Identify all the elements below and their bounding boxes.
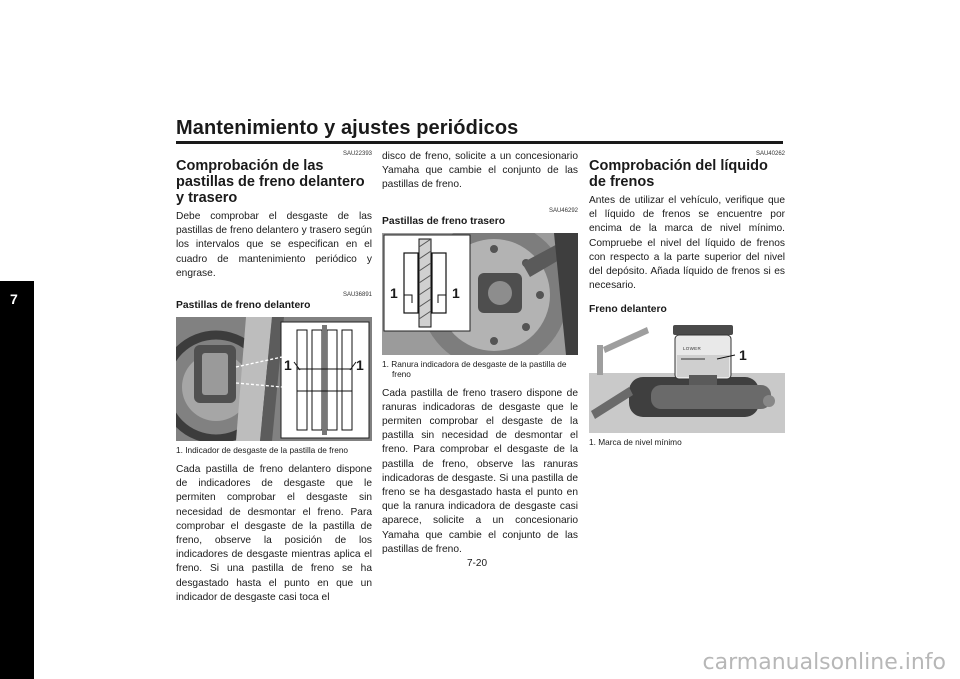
section-body: Cada pastilla de freno trasero dispone de ranuras indicadoras de desgaste que le permiten comprobar el desgaste de la pastilla sin necesidad de desmontar el freno. Para comprobar el desgaste de la pastilla de freno, observe las ranuras indicadoras de desgaste. Si una pastilla de freno se ha desgastado hasta el punto en que la ranura indicadora de desgaste casi aparece, solicite a un concesionario Yamaha que cambie el conjunto de las pastillas de freno.	[382, 387, 578, 555]
figure-label-left: 1	[284, 357, 292, 374]
title-rule	[176, 141, 783, 144]
subsection-heading: Freno delantero	[589, 304, 667, 316]
subsection-heading: Pastillas de freno delantero	[176, 300, 311, 312]
front-caliper-illustration	[176, 317, 372, 441]
reservoir-illustration	[589, 321, 785, 433]
section-intro: Debe comprobar el desgaste de las pastillas de freno delantero y trasero según los intervalos que se especifican en el cuadro de mantenimiento periódico y engrase.	[176, 211, 372, 279]
rear-caliper-illustration	[382, 233, 578, 355]
page-title: Mantenimiento y ajustes periódicos	[176, 117, 519, 139]
watermark: carmanualsonline.info	[702, 650, 946, 675]
section-body: Cada pastilla de freno delantero dispone de indicadores de desgaste que le permiten comprobar el desgaste sin necesidad de desmontar el freno. Para comprobar el desgaste de la pastilla de freno, observe la posición de los indicadores de desgaste mientras aplica el freno. Si una pastilla de freno se ha desgastado hasta el punto en que un indicador de desgaste casi toca el	[176, 464, 372, 603]
section-code: SAU22393	[342, 151, 372, 157]
subsection-code: SAU36891	[342, 292, 372, 299]
figure-label: 1	[739, 347, 747, 364]
section-heading: Comprobación del líquido de frenos	[589, 158, 768, 190]
figure-label-right: 1	[356, 357, 364, 374]
front-brake-photo	[176, 317, 372, 441]
section-heading: Comprobación de las pastillas de freno delantero y trasero	[176, 158, 365, 206]
continuation-text: disco de freno, solicite a un concesionario Yamaha que cambie el conjunto de las pastillas de freno.	[382, 151, 578, 191]
figure-caption: 1. Indicador de desgaste de la pastilla de freno	[176, 445, 349, 456]
figure-label-right: 1	[452, 284, 460, 301]
column-front-brake-pads	[176, 150, 372, 605]
chapter-tab	[0, 281, 34, 679]
column-brake-fluid	[589, 150, 785, 447]
column-rear-brake-pads	[382, 150, 578, 557]
rear-brake-photo	[382, 233, 578, 355]
subsection-code: SAU46292	[548, 207, 578, 214]
figure-caption: 1. Ranura indicadora de desgaste de la pastilla de freno	[382, 358, 567, 379]
figure-caption: 1. Marca de nivel mínimo	[589, 437, 682, 448]
brake-fluid-photo	[589, 321, 785, 433]
reservoir-level-mark: LOWER	[683, 346, 702, 352]
section-body: Antes de utilizar el vehículo, verifique que el líquido de frenos se encuentre por encima de la marca de nivel mínimo. Compruebe el nivel del líquido de frenos con respecto a la parte superior del nivel del depósito. Añada líquido de frenos si es necesario.	[589, 195, 785, 292]
page-number: 7-20	[467, 558, 488, 569]
chapter-number: 7	[10, 291, 18, 307]
section-code: SAU40262	[755, 151, 785, 157]
figure-label-left: 1	[390, 284, 398, 301]
subsection-heading: Pastillas de freno trasero	[382, 215, 506, 227]
